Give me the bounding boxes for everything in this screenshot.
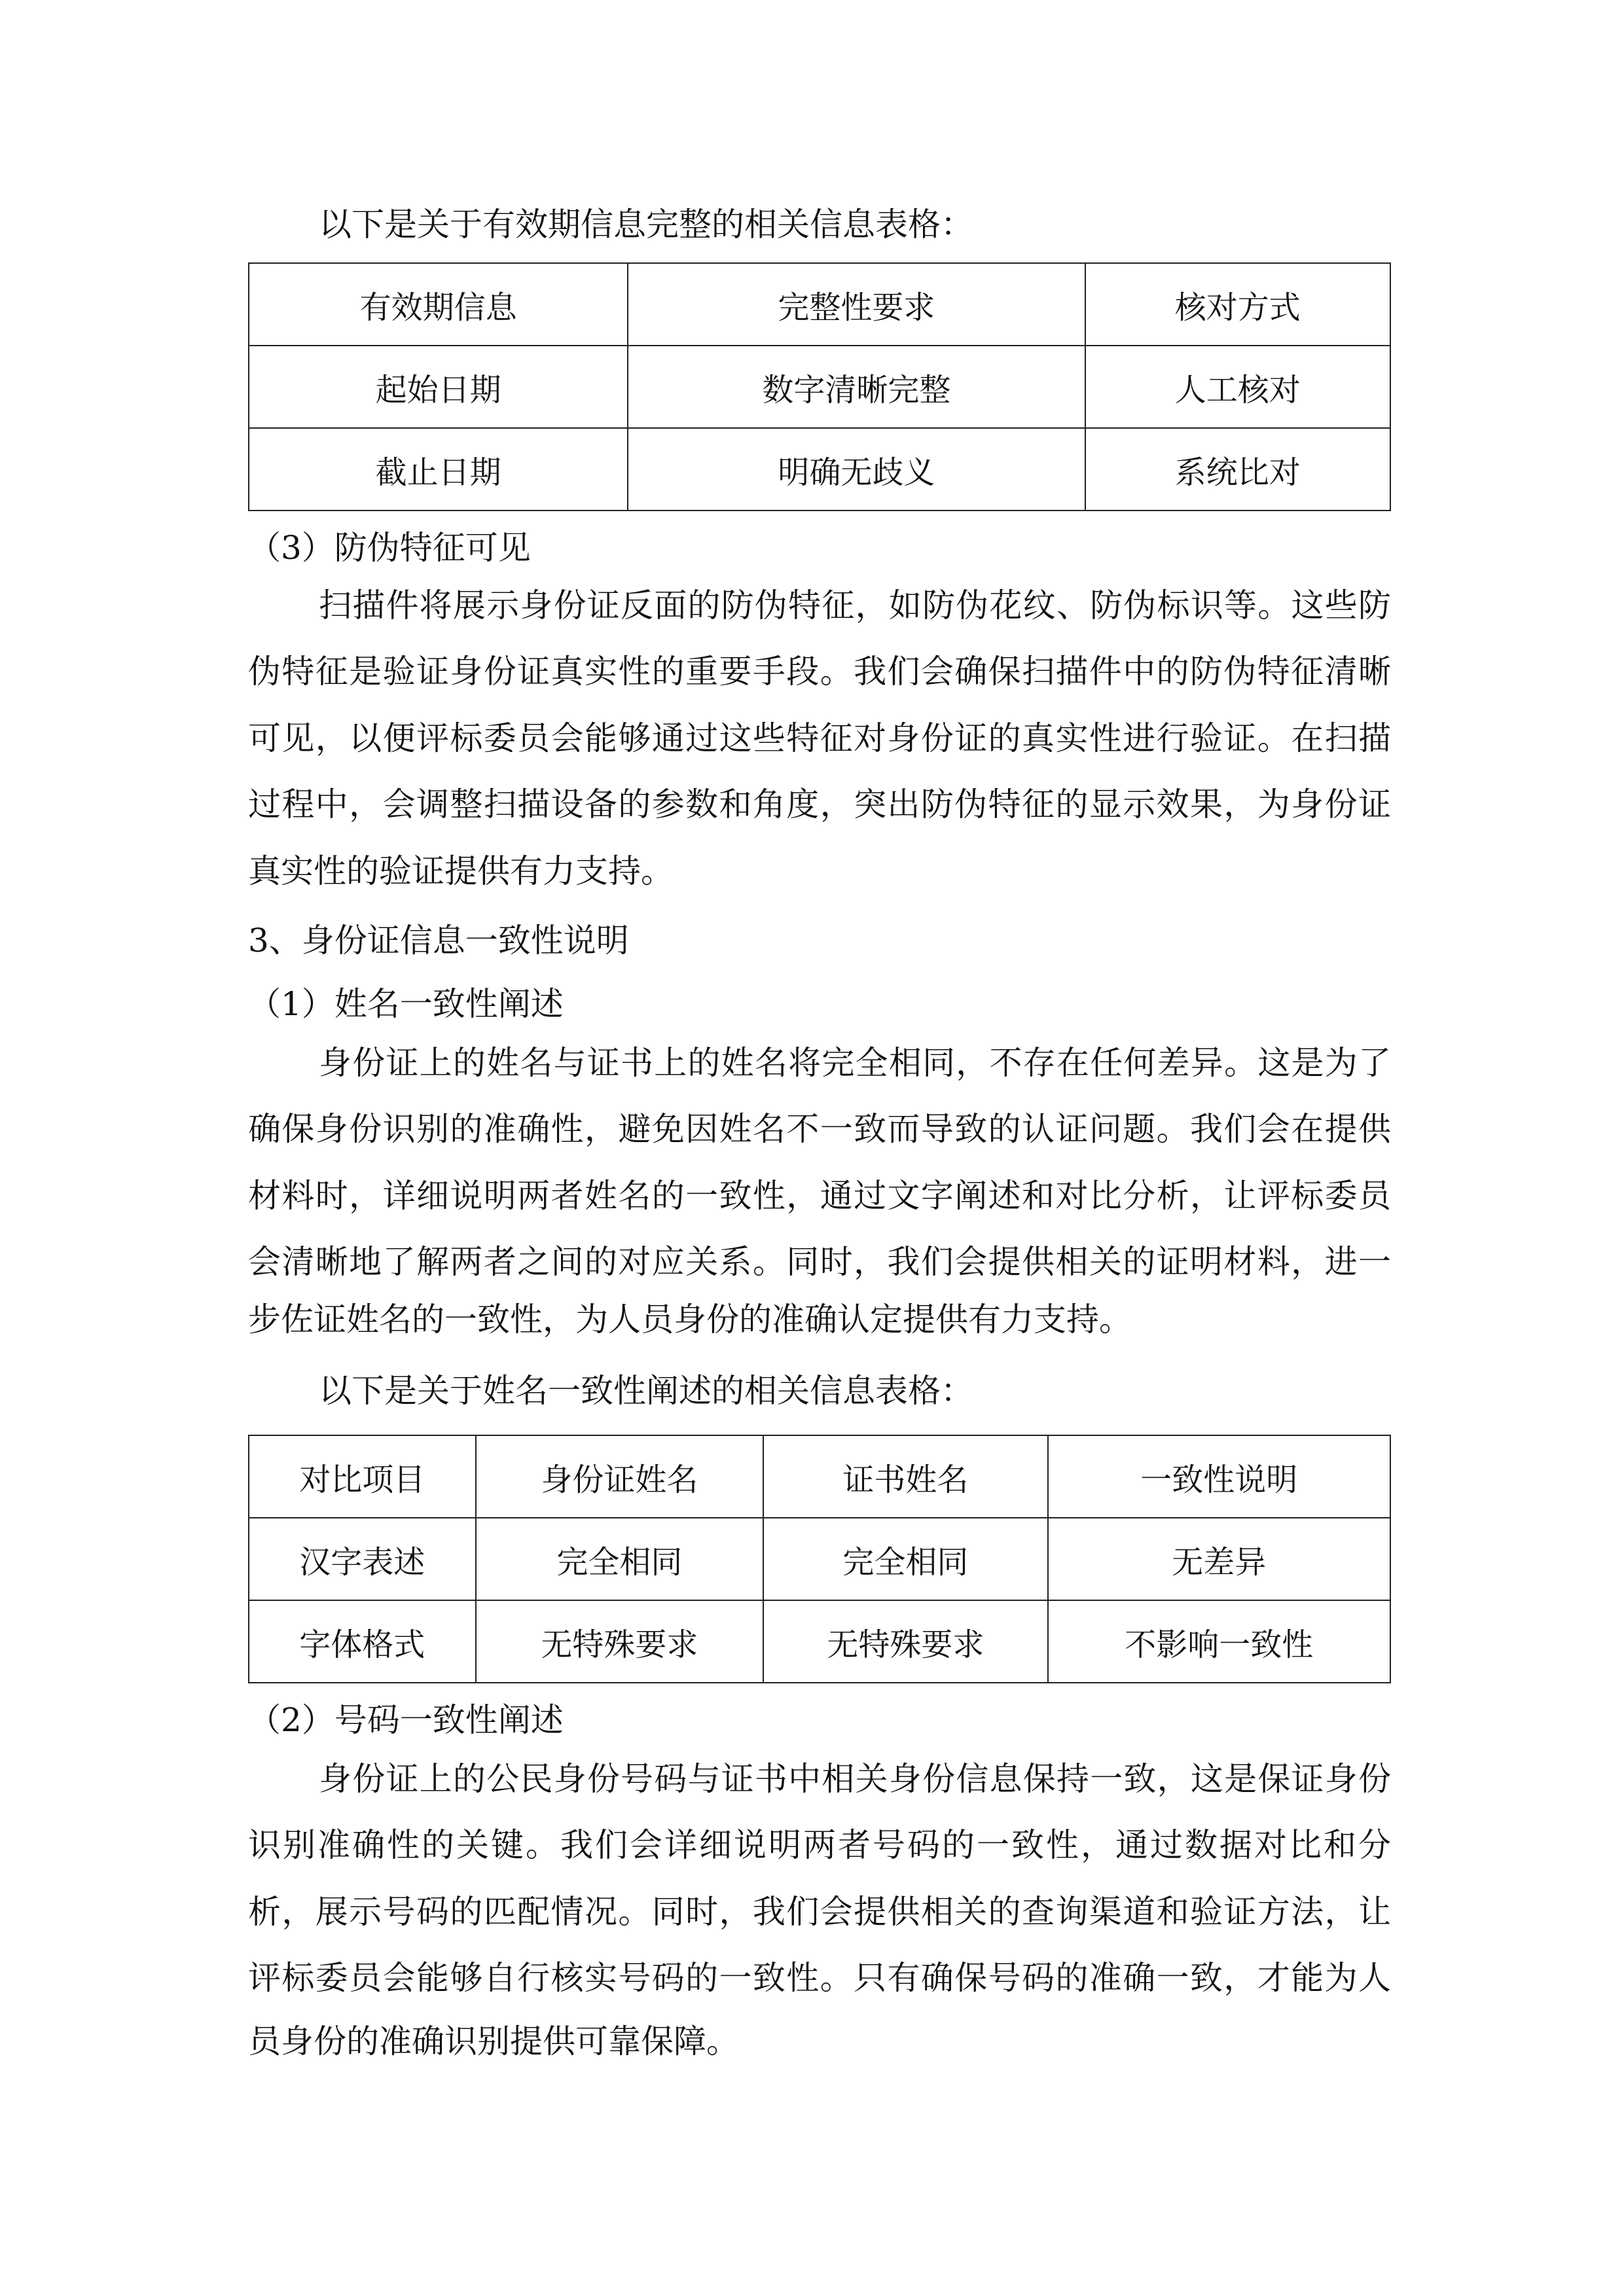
paragraph-line: 伪特征是验证身份证真实性的重要手段。我们会确保扫描件中的防伪特征清晰: [248, 653, 1391, 691]
paragraph-line: 识别准确性的关键。我们会详细说明两者号码的一致性，通过数据对比和分: [248, 1826, 1391, 1864]
paragraph-line: 步佐证姓名的一致性，为人员身份的准确认定提供有力支持。: [248, 1300, 1132, 1338]
paragraph-line: 身份证上的姓名与证书上的姓名将完全相同，不存在任何差异。这是为了: [319, 1044, 1391, 1082]
table-cell: 明确无歧义: [628, 428, 1085, 511]
validity-info-table: [248, 262, 1391, 511]
table-header-cell: 核对方式: [1085, 263, 1391, 346]
table-cell: 无差异: [1048, 1518, 1390, 1600]
paragraph-line: 确保身份识别的准确性，避免因姓名不一致而导致的认证问题。我们会在提供: [248, 1110, 1391, 1148]
table-header-cell: 一致性说明: [1048, 1435, 1390, 1518]
table-cell: 起始日期: [249, 346, 628, 428]
paragraph-line: 材料时，详细说明两者姓名的一致性，通过文字阐述和对比分析，让评标委员: [248, 1177, 1391, 1215]
name-consistency-table: [248, 1435, 1391, 1683]
paragraph-line: 真实性的验证提供有力支持。: [248, 852, 674, 890]
paragraph-line: 员身份的准确识别提供可靠保障。: [248, 2022, 739, 2060]
table-row: [249, 428, 1390, 511]
section-heading-id-consistency: 3、身份证信息一致性说明: [248, 922, 629, 960]
table-header-cell: 对比项目: [249, 1435, 476, 1518]
table2-intro: 以下是关于姓名一致性阐述的相关信息表格：: [319, 1372, 973, 1410]
table-header-row: [249, 1435, 1390, 1518]
table-header-cell: 有效期信息: [249, 263, 628, 346]
subheading-number-consistency: （2）号码一致性阐述: [248, 1701, 564, 1739]
table-row: [249, 1518, 1390, 1600]
paragraph-line: 扫描件将展示身份证反面的防伪特征，如防伪花纹、防伪标识等。这些防: [319, 586, 1391, 624]
table-cell: 完全相同: [476, 1518, 763, 1600]
table-header-cell: 证书姓名: [763, 1435, 1048, 1518]
table-cell: 不影响一致性: [1048, 1600, 1390, 1683]
table-cell: 数字清晰完整: [628, 346, 1085, 428]
table-cell: 系统比对: [1085, 428, 1391, 511]
table-cell: 截止日期: [249, 428, 628, 511]
subheading-name-consistency: （1）姓名一致性阐述: [248, 985, 564, 1023]
table-header-row: [249, 263, 1390, 346]
paragraph-line: 身份证上的公民身份号码与证书中相关身份信息保持一致，这是保证身份: [319, 1760, 1391, 1798]
table-cell: 汉字表述: [249, 1518, 476, 1600]
paragraph-line: 析，展示号码的匹配情况。同时，我们会提供相关的查询渠道和验证方法，让: [248, 1893, 1391, 1931]
table-cell: 无特殊要求: [763, 1600, 1048, 1683]
table-header-cell: 完整性要求: [628, 263, 1085, 346]
table1-intro: 以下是关于有效期信息完整的相关信息表格：: [319, 206, 973, 243]
paragraph-line: 会清晰地了解两者之间的对应关系。同时，我们会提供相关的证明材料，进一: [248, 1243, 1391, 1281]
subheading-security-features: （3）防伪特征可见: [248, 529, 531, 567]
table-row: [249, 1600, 1390, 1683]
paragraph-line: 过程中，会调整扫描设备的参数和角度，突出防伪特征的显示效果，为身份证: [248, 785, 1391, 823]
table-cell: 人工核对: [1085, 346, 1391, 428]
table-cell: 字体格式: [249, 1600, 476, 1683]
table-row: [249, 346, 1390, 428]
paragraph-line: 可见，以便评标委员会能够通过这些特征对身份证的真实性进行验证。在扫描: [248, 719, 1391, 757]
table-header-cell: 身份证姓名: [476, 1435, 763, 1518]
paragraph-line: 评标委员会能够自行核实号码的一致性。只有确保号码的准确一致，才能为人: [248, 1959, 1391, 1997]
table-cell: 无特殊要求: [476, 1600, 763, 1683]
table-cell: 完全相同: [763, 1518, 1048, 1600]
